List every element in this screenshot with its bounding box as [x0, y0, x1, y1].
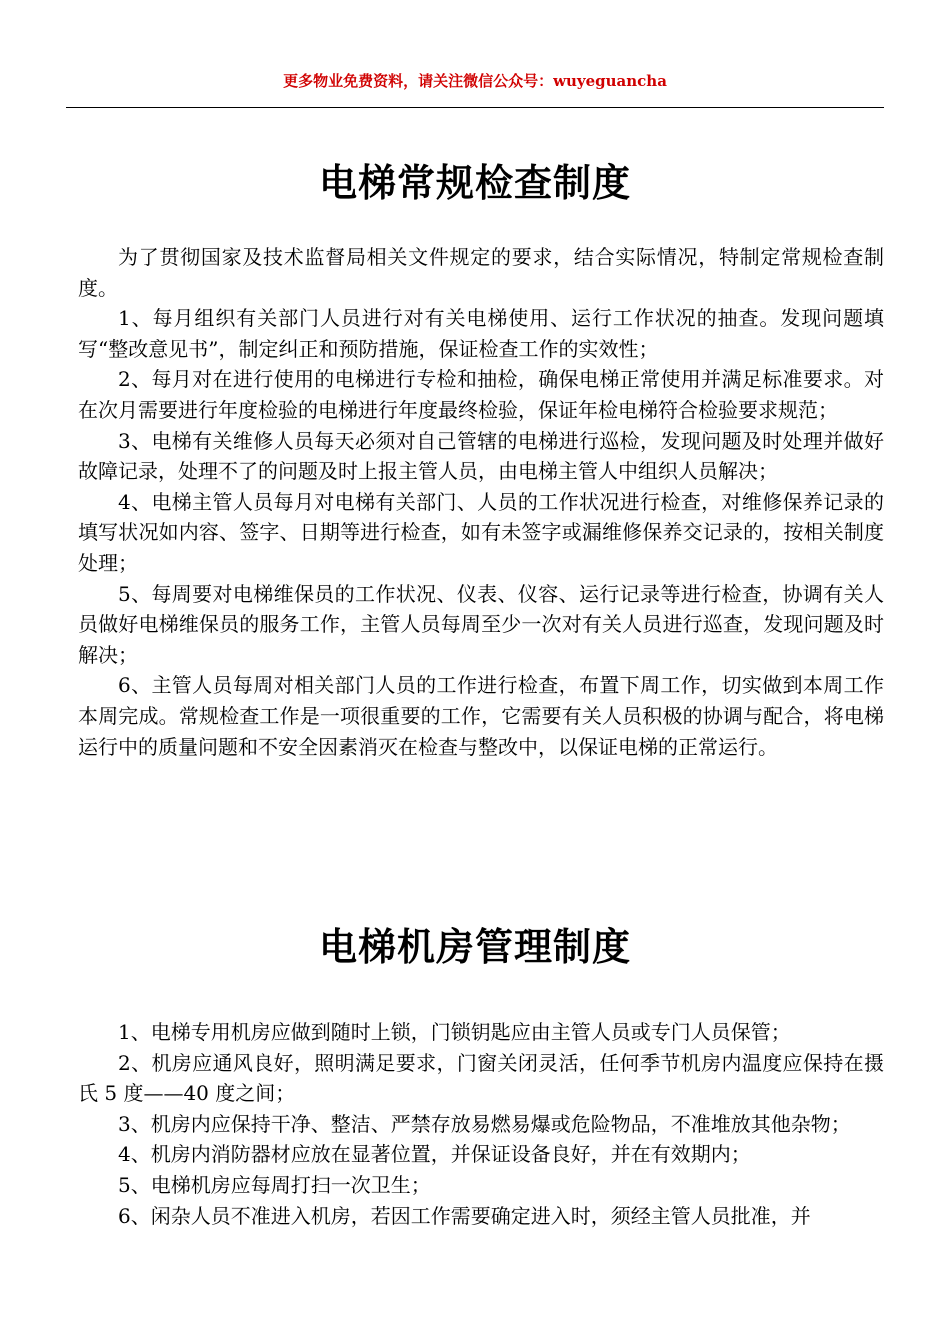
paragraph-item-2: 2、每月对在进行使用的电梯进行专检和抽检，确保电梯正常使用并满足标准要求。对在次月需要进行年度检验的电梯进行年度最终检验，保证年检电梯符合检验要求规范； [78, 367, 884, 422]
paragraph-intro: 为了贯彻国家及技术监督局相关文件规定的要求，结合实际情况，特制定常规检查制度。 [78, 245, 884, 300]
paragraph-item-5: 5、每周要对电梯维保员的工作状况、仪表、仪容、运行记录等进行检查，协调有关人员做好电梯维保员的服务工作，主管人员每周至少一次对有关人员进行巡查，发现问题及时解决； [78, 581, 884, 667]
paragraph-item-1: 1、每月组织有关部门人员进行对有关电梯使用、运行工作状况的抽查。发现问题填写“整改意见书”，制定纠正和预防措施，保证检查工作的实效性； [78, 306, 884, 361]
header-divider [66, 107, 884, 108]
paragraph-item-6: 6、闲杂人员不准进入机房，若因工作需要确定进入时，须经主管人员批准，并 [118, 1203, 811, 1228]
paragraph-item-4: 4、机房内消防器材应放在显著位置，并保证设备良好，并在有效期内； [118, 1142, 751, 1167]
paragraph-item-5: 5、电梯机房应每周打扫一次卫生； [118, 1172, 431, 1197]
section-routine-inspection [78, 242, 884, 762]
header-note: 更多物业免费资料，请关注微信公众号：wuyeguancha [283, 72, 667, 90]
section-title-routine-inspection: 电梯常规检查制度 [318, 160, 631, 205]
section-machine-room [78, 1017, 884, 1231]
paragraph-item-4: 4、电梯主管人员每月对电梯有关部门、人员的工作状况进行检查，对维修保养记录的填写状况如内容、签字、日期等进行检查，如有未签字或漏维修保养交记录的，按相关制度处理； [78, 489, 884, 575]
paragraph-item-2: 2、机房应通风良好，照明满足要求，门窗关闭灵活，任何季节机房内温度应保持在摄氏 5 度——40 度之间； [78, 1050, 884, 1106]
section-title-machine-room: 电梯机房管理制度 [318, 924, 631, 969]
paragraph-item-3: 3、电梯有关维修人员每天必须对自己管辖的电梯进行巡检，发现问题及时处理并做好故障记录，处理不了的问题及时上报主管人员，由电梯主管人中组织人员解决； [78, 428, 884, 484]
paragraph-item-6: 6、主管人员每周对相关部门人员的工作进行检查，布置下周工作，切实做到本周工作本周完成。常规检查工作是一项很重要的工作，它需要有关人员积极的协调与配合，将电梯运行中的质量问题和不安全因素消灭在检查与整改中，以保证电梯的正常运行。 [78, 673, 884, 759]
paragraph-item-3: 3、机房内应保持干净、整洁、严禁存放易燃易爆或危险物品，不准堆放其他杂物； [118, 1111, 851, 1136]
paragraph-item-1: 1、电梯专用机房应做到随时上锁，门锁钥匙应由主管人员或专门人员保管； [118, 1020, 791, 1044]
